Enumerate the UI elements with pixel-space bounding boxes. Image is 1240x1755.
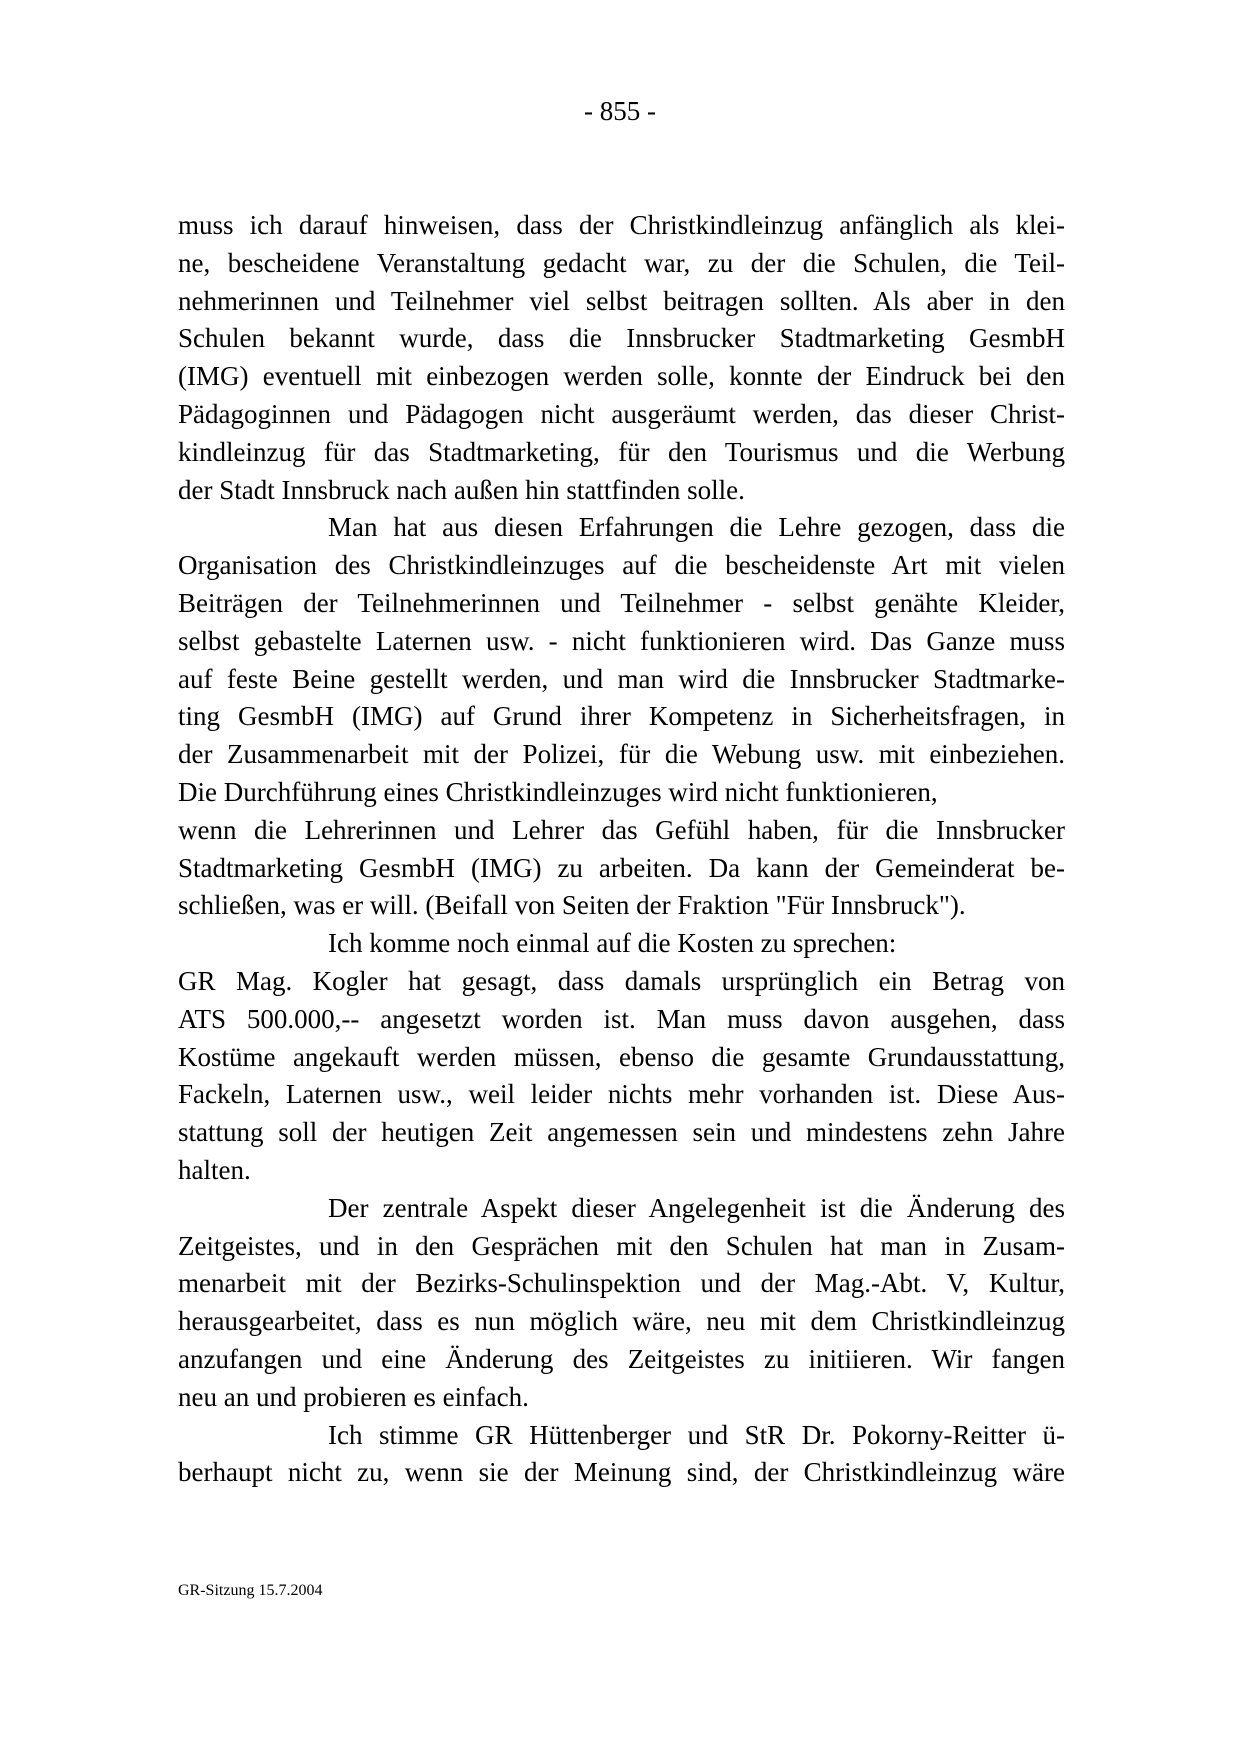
text-line: Fackeln, Laternen usw., weil leider nichts mehr vorhanden ist. Diese Aus- [178,1079,1065,1110]
text-line: (IMG) eventuell mit einbezogen werden solle, konnte der Eindruck bei den [178,361,1065,392]
body-text [178,207,1065,1492]
text-line: ting GesmbH (IMG) auf Grund ihrer Kompetenz in Sicherheitsfragen, in [178,701,1065,732]
text-line: Die Durchführung eines Christkindleinzuges wird nicht funktionieren, [178,776,938,807]
text-line: Man hat aus diesen Erfahrungen die Lehre gezogen, dass die [328,512,1065,543]
text-line: Schulen bekannt wurde, dass die Innsbrucker Stadtmarketing GesmbH [178,323,1065,354]
text-line: Beiträgen der Teilnehmerinnen und Teilnehmer - selbst genähte Kleider, [178,587,1065,618]
text-line: nehmerinnen und Teilnehmer viel selbst beitragen sollten. Als aber in den [178,285,1065,316]
text-line: schließen, was er will. (Beifall von Seiten der Fraktion "Für Innsbruck"). [178,890,966,921]
text-line: der Stadt Innsbruck nach außen hin stattfinden solle. [178,474,745,505]
text-line: Pädagoginnen und Pädagogen nicht ausgeräumt werden, das dieser Christ- [178,398,1065,429]
text-line: muss ich darauf hinweisen, dass der Christkindleinzug anfänglich als klei- [178,210,1065,240]
text-line: wenn die Lehrerinnen und Lehrer das Gefühl haben, für die Innsbrucker [178,814,1065,845]
text-line: Organisation des Christkindleinzuges auf die bescheidenste Art mit vielen [178,550,1065,581]
page-number: - 855 - [584,96,656,126]
text-line: herausgearbeitet, dass es nun möglich wäre, neu mit dem Christkindleinzug [178,1306,1065,1337]
text-line: kindleinzug für das Stadtmarketing, für den Tourismus und die Werbung [178,436,1065,467]
text-line: Ich stimme GR Hüttenberger und StR Dr. Pokorny-Reitter ü- [328,1419,1065,1450]
text-line: ATS 500.000,-- angesetzt worden ist. Man muss davon ausgehen, dass [178,1003,1065,1034]
text-line: menarbeit mit der Bezirks-Schulinspektion und der Mag.-Abt. V, Kultur, [178,1268,1065,1299]
text-line: neu an und probieren es einfach. [178,1381,529,1412]
text-line: GR Mag. Kogler hat gesagt, dass damals ursprünglich ein Betrag von [178,965,1065,996]
text-line: anzufangen und eine Änderung des Zeitgeistes zu initiieren. Wir fangen [178,1343,1065,1374]
text-line: Der zentrale Aspekt dieser Angelegenheit ist die Änderung des [328,1192,1065,1223]
text-line: ne, bescheidene Veranstaltung gedacht war, zu der die Schulen, die Teil- [178,247,1065,278]
text-line: Ich komme noch einmal auf die Kosten zu sprechen: [328,928,897,959]
text-line: der Zusammenarbeit mit der Polizei, für die Webung usw. mit einbeziehen. [178,739,1065,770]
text-line: auf feste Beine gestellt werden, und man wird die Innsbrucker Stadtmarke- [178,663,1065,694]
text-line: stattung soll der heutigen Zeit angemessen sein und mindestens zehn Jahre [178,1117,1065,1148]
text-line: berhaupt nicht zu, wenn sie der Meinung sind, der Christkindleinzug wäre [178,1457,1065,1488]
text-line: Zeitgeistes, und in den Gesprächen mit den Schulen hat man in Zusam- [178,1230,1065,1261]
text-line: selbst gebastelte Laternen usw. - nicht funktionieren wird. Das Ganze muss [178,625,1065,656]
text-line: Stadtmarketing GesmbH (IMG) zu arbeiten. Da kann der Gemeinderat be- [178,852,1065,883]
footer-session-date: GR-Sitzung 15.7.2004 [178,1582,323,1599]
text-line: halten. [178,1154,251,1185]
text-line: Kostüme angekauft werden müssen, ebenso die gesamte Grundausstattung, [178,1041,1065,1072]
